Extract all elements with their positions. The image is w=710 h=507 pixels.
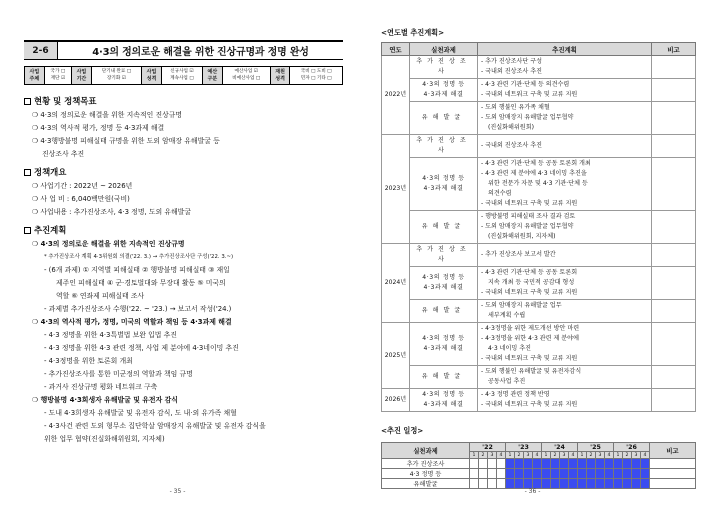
year-header: '26 (614, 443, 650, 452)
quarter-header: 4 (497, 452, 506, 459)
bullet-item: ❍ 4·3의 정의로운 해결을 위한 지속적인 진상규명 (32, 240, 185, 248)
year-cell: 2022년 (382, 56, 410, 135)
schedule-row (382, 459, 696, 469)
classification-value: 국비 □ 도비 □ 민자 □ 기타 □ (290, 67, 343, 85)
bullet-item: - 과거사 진상규명 평화 네트워크 구축 (44, 383, 158, 391)
classification-head: 예산 구분 (203, 67, 223, 85)
schedule-bar-active (524, 459, 533, 469)
plan-line: - 국내외 네트워크 구축 및 교류 지원 (481, 200, 578, 207)
plan-cell (478, 102, 652, 135)
plan-line: 4·3 네이밍 추진 (488, 345, 531, 352)
note-cell (650, 459, 696, 469)
column-header: 실천과제 (410, 43, 478, 56)
bullet-item: ❍ 사 업 비 : 6,040백만원(국비) (32, 195, 130, 203)
year-cell: 2024년 (382, 244, 410, 323)
quarter-header: 2 (515, 452, 524, 459)
square-bullet-icon (24, 98, 31, 105)
plan-line: - 4·3 관련 기관·단체 등 공동 토론회 개최 (481, 160, 591, 167)
quarter-header: 1 (542, 452, 551, 459)
note-cell (650, 479, 696, 489)
classification-head: 재원 성격 (270, 67, 290, 85)
plan-line: - 국내외 네트워크 구축 및 교류 지원 (481, 289, 578, 296)
schedule-bar-active (623, 479, 632, 489)
plan-row (382, 56, 696, 79)
bullet-item: ❍ 사업기간 : 2022년 ~ 2026년 (32, 182, 133, 190)
note-cell (652, 135, 696, 158)
schedule-bar-active (515, 469, 524, 479)
note-cell (652, 244, 696, 267)
plan-line: 위한 전문가 자문 및 4·3 기관·단체 등 (488, 180, 588, 187)
year-header: '22 (470, 443, 506, 452)
schedule-bar-active (551, 469, 560, 479)
plan-line: - 국내외 네트워크 구축 및 교류 지원 (481, 91, 578, 98)
schedule-bar-active (605, 469, 614, 479)
schedule-bar-empty (497, 469, 506, 479)
schedule-bar-empty (470, 469, 479, 479)
plan-cell (478, 366, 652, 389)
schedule-bar-active (596, 459, 605, 469)
yearly-plan-title: <연도별 추진계획> (381, 28, 445, 37)
year-cell: 2025년 (382, 323, 410, 389)
classification-head: 사업 주체 (25, 67, 45, 85)
plan-row (382, 323, 696, 366)
year-header: '24 (542, 443, 578, 452)
plan-cell (478, 300, 652, 323)
schedule-bar-active (560, 469, 569, 479)
schedule-bar-active (533, 469, 542, 479)
column-header: 추진계획 (478, 43, 652, 56)
plan-cell (478, 323, 652, 366)
schedule-bar-active (587, 459, 596, 469)
plan-line: - 도외 행불인 유해발굴 및 유전자감식 (481, 368, 582, 375)
quarter-header: 4 (641, 452, 650, 459)
quarter-header: 3 (596, 452, 605, 459)
plan-cell (478, 158, 652, 211)
plan-line: - 도외 암매장지 유해발굴 업무 (481, 302, 562, 309)
plan-cell (478, 56, 652, 79)
schedule-title: <추진 일정> (381, 426, 424, 435)
schedule-bar-active (632, 459, 641, 469)
schedule-bar-active (551, 479, 560, 489)
plan-line: - 4·3정명을 위한 4·3 관련 제 분야에 (481, 335, 579, 342)
quarter-header: 4 (569, 452, 578, 459)
note-cell (650, 469, 696, 479)
schedule-bar-active (569, 479, 578, 489)
bullet-item: ❍ 4·3의 역사적 평가, 정명 등 4·3과제 해결 (32, 124, 165, 132)
column-header: 비고 (650, 443, 696, 459)
schedule-bar-active (605, 459, 614, 469)
schedule-bar-active (614, 479, 623, 489)
schedule-bar-active (632, 479, 641, 489)
plan-row (382, 79, 696, 102)
note-cell (652, 79, 696, 102)
column-header: 실천과제 (382, 443, 470, 459)
schedule-bar-active (578, 459, 587, 469)
bullet-item: - 4·3 정명을 위한 4·3 관련 정책, 사업 제 분야에 4·3네이밍 추진 (44, 344, 239, 352)
schedule-bar-active (524, 469, 533, 479)
classification-head: 사업 성격 (142, 67, 162, 85)
quarter-header: 3 (560, 452, 569, 459)
schedule-bar-empty (470, 459, 479, 469)
task-cell: 추가진상조사 (410, 244, 478, 267)
schedule-bar-empty (497, 459, 506, 469)
task-cell: 4·3의 정명 등 4·3과제 해결 (410, 323, 478, 366)
note-cell (652, 158, 696, 211)
plan-line: (진실화해위원회) (488, 124, 534, 131)
plan-cell (478, 135, 652, 158)
square-bullet-icon (24, 169, 31, 176)
heading-overview: 정책개요 (24, 166, 343, 178)
note-cell (652, 300, 696, 323)
quarter-header: 1 (578, 452, 587, 459)
bullet-item: 진상조사 추진 (42, 150, 85, 158)
schedule-bar-empty (470, 479, 479, 489)
task-cell: 추가 진상조사 (382, 459, 470, 469)
plan-line: 지속 개최 등 국민적 공감대 형성 (488, 279, 575, 286)
plan-line: - 국내외 진상조사 추진 (481, 68, 542, 75)
bullet-item: * 추가진상조사 계획 4·3위원회 의결('22. 3.) → 추가진상조사단 구성('22. 3.~) (44, 254, 234, 260)
bullet-item: ❍ 행방불명 4·3희생자 유해발굴 및 유전자 감식 (32, 396, 178, 404)
bullet-item: 역할 ⑥ 연좌제 피해실태 조사 (56, 292, 145, 300)
schedule-bar-active (551, 459, 560, 469)
quarter-header: 1 (470, 452, 479, 459)
classification-value: 국가 □ 재단 ☑ (44, 67, 71, 85)
quarter-header: 2 (587, 452, 596, 459)
classification-value: 예산사업 ☑ 비예산사업 □ (222, 67, 270, 85)
plan-line: - 4·3 관련 기관·단체 등 의견수렴 (481, 81, 570, 88)
classification-value: 단기내 완료 □ 장기화 ☑ (91, 67, 141, 85)
schedule-bar-active (533, 479, 542, 489)
plan-line: - 4·3 관련 제 분야에 4·3 네이밍 추진을 (481, 170, 587, 177)
schedule-bar-active (578, 479, 587, 489)
task-cell: 추가진상조사 (410, 56, 478, 79)
task-cell: 4·3의 정명 등 4·3과제 해결 (410, 389, 478, 412)
bullet-item: - 4·3사건 관련 도외 형무소 집단학살 암매장지 유해발굴 및 유전자 감식을 (44, 422, 266, 430)
note-cell (652, 56, 696, 79)
bullet-item: ❍ 4·3행방불명 피해실태 규명을 위한 도외 암매장 유해발굴 등 (32, 137, 220, 145)
schedule-bar-active (605, 479, 614, 489)
schedule-bar-active (506, 479, 515, 489)
bullet-item: - (6개 과제) ① 지역별 피해실태 ② 행방불명 피해실태 ③ 재일 (44, 266, 230, 274)
page-number: - 36 - (524, 488, 541, 495)
schedule-bar-active (569, 469, 578, 479)
plan-row (382, 244, 696, 267)
task-cell: 추가진상조사 (410, 135, 478, 158)
task-cell: 유해발굴 (410, 102, 478, 135)
schedule-bar-active (506, 459, 515, 469)
schedule-bar-empty (479, 469, 488, 479)
schedule-bar-active (587, 469, 596, 479)
schedule-bar-active (533, 459, 542, 469)
plan-row (382, 211, 696, 244)
column-header: 비고 (652, 43, 696, 56)
schedule-bar-active (569, 459, 578, 469)
schedule-bar-active (587, 479, 596, 489)
schedule-bar-active (515, 459, 524, 469)
classification-table (24, 66, 343, 85)
bullet-item: 위한 업무 협약(진실화해위원회, 지자체) (44, 435, 165, 443)
bullet-item: ❍ 사업내용 : 추가진상조사, 4·3 정명, 도외 유해발굴 (32, 208, 191, 216)
plan-line: 세부계획 수립 (488, 312, 526, 319)
task-cell: 유해발굴 (410, 211, 478, 244)
schedule-bar-active (578, 469, 587, 479)
plan-line: - 도외 행불인 유가족 채혈 (481, 104, 550, 111)
quarter-header: 4 (605, 452, 614, 459)
schedule-bar-empty (488, 479, 497, 489)
quarter-header: 3 (632, 452, 641, 459)
year-cell: 2026년 (382, 389, 410, 412)
bullet-item: ❍ 4·3의 정의로운 해결을 위한 지속적인 진상규명 (32, 111, 183, 119)
plan-line: 의견수렴 (488, 190, 512, 197)
plan-row (382, 389, 696, 412)
note-cell (652, 366, 696, 389)
schedule-bar-active (596, 479, 605, 489)
schedule-bar-active (641, 459, 650, 469)
plan-line: - 국내외 진상조사 추진 (481, 142, 542, 149)
plan-line: - 4·3 정명 관련 정책 반영 (481, 391, 550, 398)
plan-line: - 추가 진상조사 보고서 발간 (481, 251, 556, 258)
plan-line: - 4·3 관련 기관·단체 등 공동 토론회 (481, 269, 578, 276)
heading-plan: 추진계획 (24, 224, 343, 236)
plan-row (382, 102, 696, 135)
year-header: '23 (506, 443, 542, 452)
classification-head: 사업 기간 (72, 67, 92, 85)
heading-status: 현황 및 정책목표 (24, 95, 343, 107)
schedule-bar-active (506, 469, 515, 479)
plan-line: - 행방불명 피해실태 조사 결과 검토 (481, 213, 576, 220)
plan-row (382, 300, 696, 323)
schedule-bar-active (641, 479, 650, 489)
yearly-plan-table (381, 42, 696, 412)
quarter-header: 2 (551, 452, 560, 459)
plan-row (382, 366, 696, 389)
schedule-bar-active (623, 459, 632, 469)
schedule-bar-active (542, 479, 551, 489)
bullet-item: - 도내 4·3희생자 유해발굴 및 유전자 감식, 도 내·외 유가족 채혈 (44, 409, 237, 417)
note-cell (652, 323, 696, 366)
schedule-bar-active (614, 469, 623, 479)
plan-line: - 국내외 네트워크 구축 및 교류 지원 (481, 355, 578, 362)
right-page (355, 0, 710, 507)
quarter-header: 2 (623, 452, 632, 459)
schedule-bar-active (596, 469, 605, 479)
plan-cell (478, 389, 652, 412)
plan-line: - 도외 암매장지 유해발굴 업무협약 (481, 114, 574, 121)
schedule-row (382, 469, 696, 479)
schedule-bar-empty (488, 459, 497, 469)
plan-cell (478, 267, 652, 300)
plan-row (382, 158, 696, 211)
plan-row (382, 267, 696, 300)
note-cell (652, 211, 696, 244)
bullet-item: - 4·3 정명을 위한 4·3특별법 보완 입법 추진 (44, 331, 177, 339)
note-cell (652, 102, 696, 135)
quarter-header: 3 (524, 452, 533, 459)
plan-cell (478, 211, 652, 244)
schedule-bar-empty (497, 479, 506, 489)
schedule-bar-active (515, 479, 524, 489)
bullet-item: ❍ 4·3의 역사적 평가, 정명, 미국의 역할과 책임 등 4·3과제 해결 (32, 318, 232, 326)
note-cell (652, 267, 696, 300)
plan-cell (478, 79, 652, 102)
task-cell: 4·3의 정명 등 4·3과제 해결 (410, 79, 478, 102)
bullet-item: - 4·3정명을 위한 토론회 개최 (44, 357, 133, 365)
schedule-bar-empty (488, 469, 497, 479)
task-cell: 유해발굴 (410, 366, 478, 389)
quarter-header: 1 (506, 452, 515, 459)
quarter-header: 4 (533, 452, 542, 459)
plan-line: - 4·3정명을 위한 제도개선 방안 마련 (481, 325, 580, 332)
task-cell: 유해발굴 (382, 479, 470, 489)
square-bullet-icon (24, 227, 31, 234)
page-number: - 35 - (169, 488, 186, 495)
classification-value: 신규사업 ☑ 계속사업 □ (161, 67, 202, 85)
plan-line: - 추가 진상조사단 구성 (481, 58, 542, 65)
quarter-header: 2 (479, 452, 488, 459)
note-cell (652, 389, 696, 412)
bullet-item: - 과제별 추가진상조사 수행('22. ~ '23.) → 보고서 작성('24.) (44, 305, 232, 313)
section-number: 2-6 (24, 42, 58, 59)
schedule-bar-active (524, 479, 533, 489)
quarter-header: 3 (488, 452, 497, 459)
schedule-table (381, 442, 696, 489)
section-title: 4·3의 정의로운 해결을 위한 진상규명과 정명 완성 (92, 47, 309, 58)
schedule-bar-active (641, 469, 650, 479)
schedule-bar-active (632, 469, 641, 479)
schedule-bar-active (623, 469, 632, 479)
plan-row (382, 135, 696, 158)
schedule-bar-active (614, 459, 623, 469)
bullet-item: 제주인 피해실태 ④ 군·경토벌대와 무장대 활동 ⑤ 미국의 (56, 279, 226, 287)
quarter-header: 1 (614, 452, 623, 459)
section-title-bar (24, 40, 343, 60)
task-cell: 4·3의 정명 등 4·3과제 해결 (410, 158, 478, 211)
plan-line: - 국내외 네트워크 구축 및 교류 지원 (481, 401, 578, 408)
plan-line: 공동사업 추진 (488, 378, 526, 385)
schedule-bar-active (542, 469, 551, 479)
schedule-bar-active (560, 479, 569, 489)
schedule-bar-empty (479, 459, 488, 469)
task-cell: 4·3 정명 등 (382, 469, 470, 479)
year-cell: 2023년 (382, 135, 410, 244)
plan-line: - 도외 암매장지 유해발굴 업무협약 (481, 223, 574, 230)
plan-cell (478, 244, 652, 267)
schedule-bar-empty (479, 479, 488, 489)
bullet-item: - 추가진상조사를 통한 미군정의 역할과 책임 규명 (44, 370, 193, 378)
column-header: 연도 (382, 43, 410, 56)
year-header: '25 (578, 443, 614, 452)
schedule-bar-active (560, 459, 569, 469)
task-cell: 유해발굴 (410, 300, 478, 323)
task-cell: 4·3의 정명 등 4·3과제 해결 (410, 267, 478, 300)
schedule-bar-active (542, 459, 551, 469)
schedule-row (382, 479, 696, 489)
plan-line: (진실화해위원회, 지자체) (488, 233, 556, 240)
